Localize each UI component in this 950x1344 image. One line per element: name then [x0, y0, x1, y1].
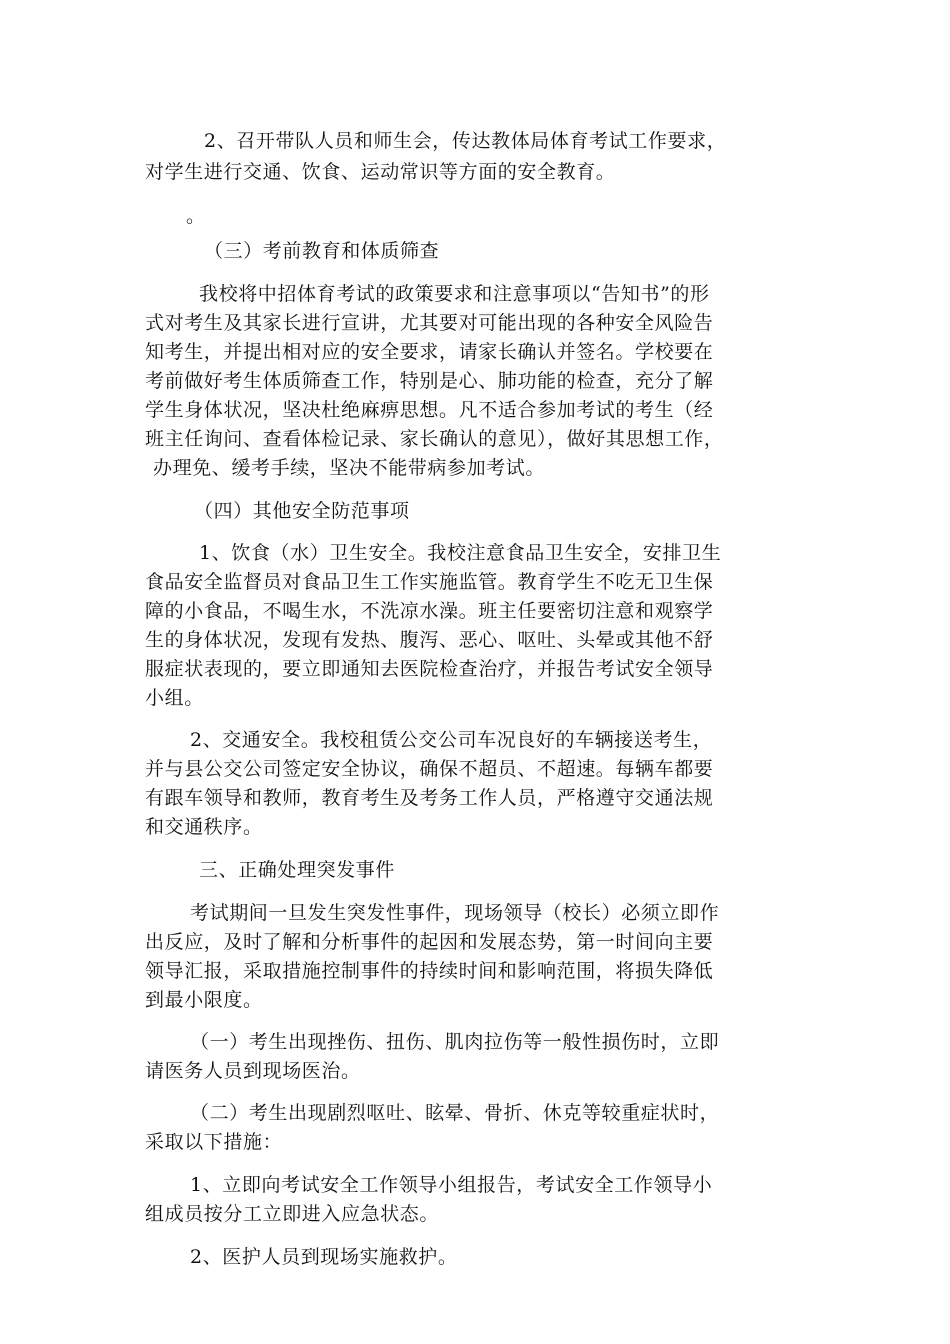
paragraph-line: 到最小限度。	[145, 989, 263, 1011]
paragraph-line: 知考生，并提出相对应的安全要求，请家长确认并签名。学校要在	[145, 341, 714, 363]
section-heading: 三、正确处理突发事件	[199, 859, 396, 881]
paragraph-line: 2、交通安全。我校租赁公交公司车况良好的车辆接送考生，	[190, 729, 713, 751]
paragraph-line: 食品安全监督员对食品卫生工作实施监管。教育学生不吃无卫生保	[145, 571, 714, 593]
paragraph-line: 2、召开带队人员和师生会，传达教体局体育考试工作要求，	[204, 130, 727, 152]
paragraph-line: 组成员按分工立即进入应急状态。	[145, 1203, 440, 1225]
paragraph-line: 我校将中招体育考试的政策要求和注意事项以“告知书”的形	[199, 283, 710, 305]
paragraph-line: 学生身体状况，坚决杜绝麻痹思想。凡不适合参加考试的考生（经	[145, 399, 714, 421]
paragraph-line: 领导汇报，采取措施控制事件的持续时间和影响范围，将损失降低	[145, 960, 714, 982]
section-heading: （四）其他安全防范事项	[194, 500, 410, 522]
paragraph-line: 障的小食品，不喝生水，不洗凉水澡。班主任要密切注意和观察学	[145, 600, 714, 622]
paragraph-line: 办理免、缓考手续，坚决不能带病参加考试。	[153, 457, 546, 479]
paragraph-line: 服症状表现的，要立即通知去医院检查治疗，并报告考试安全领导	[145, 658, 714, 680]
paragraph-line: 考试期间一旦发生突发性事件，现场领导（校长）必须立即作	[190, 902, 720, 924]
paragraph-line: 2、医护人员到现场实施救护。	[190, 1246, 458, 1268]
paragraph-line: 式对考生及其家长进行宣讲，尤其要对可能出现的各种安全风险告	[145, 312, 714, 334]
paragraph-line: 小组。	[145, 687, 204, 709]
paragraph-line: 和交通秩序。	[145, 816, 263, 838]
paragraph-line: 1、饮食（水）卫生安全。我校注意食品卫生安全，安排卫生	[199, 542, 722, 564]
paragraph-line: 对学生进行交通、饮食、运动常识等方面的安全教育。	[145, 161, 616, 183]
paragraph-line: （一）考生出现挫伤、扭伤、肌肉拉伤等一般性损伤时，立即	[190, 1031, 720, 1053]
paragraph-line: 采取以下措施：	[145, 1131, 283, 1153]
section-heading: （三）考前教育和体质筛查	[204, 240, 440, 262]
paragraph-line: 生的身体状况，发现有发热、腹泻、恶心、呕吐、头晕或其他不舒	[145, 629, 714, 651]
paragraph-line: 。	[186, 205, 206, 227]
paragraph-line: 班主任询问、查看体检记录、家长确认的意见），做好其思想工作，	[145, 428, 724, 450]
paragraph-line: 出反应，及时了解和分析事件的起因和发展态势，第一时间向主要	[145, 931, 714, 953]
paragraph-line: 考前做好考生体质筛查工作，特别是心、肺功能的检查，充分了解	[145, 370, 714, 392]
paragraph-line: 并与县公交公司签定安全协议，确保不超员、不超速。每辆车都要	[145, 758, 714, 780]
paragraph-line: 有跟车领导和教师，教育考生及考务工作人员，严格遵守交通法规	[145, 787, 714, 809]
paragraph-line: 请医务人员到现场医治。	[145, 1060, 361, 1082]
paragraph-line: 1、立即向考试安全工作领导小组报告，考试安全工作领导小	[190, 1174, 713, 1196]
paragraph-line: （二）考生出现剧烈呕吐、眩晕、骨折、休克等较重症状时，	[190, 1102, 720, 1124]
